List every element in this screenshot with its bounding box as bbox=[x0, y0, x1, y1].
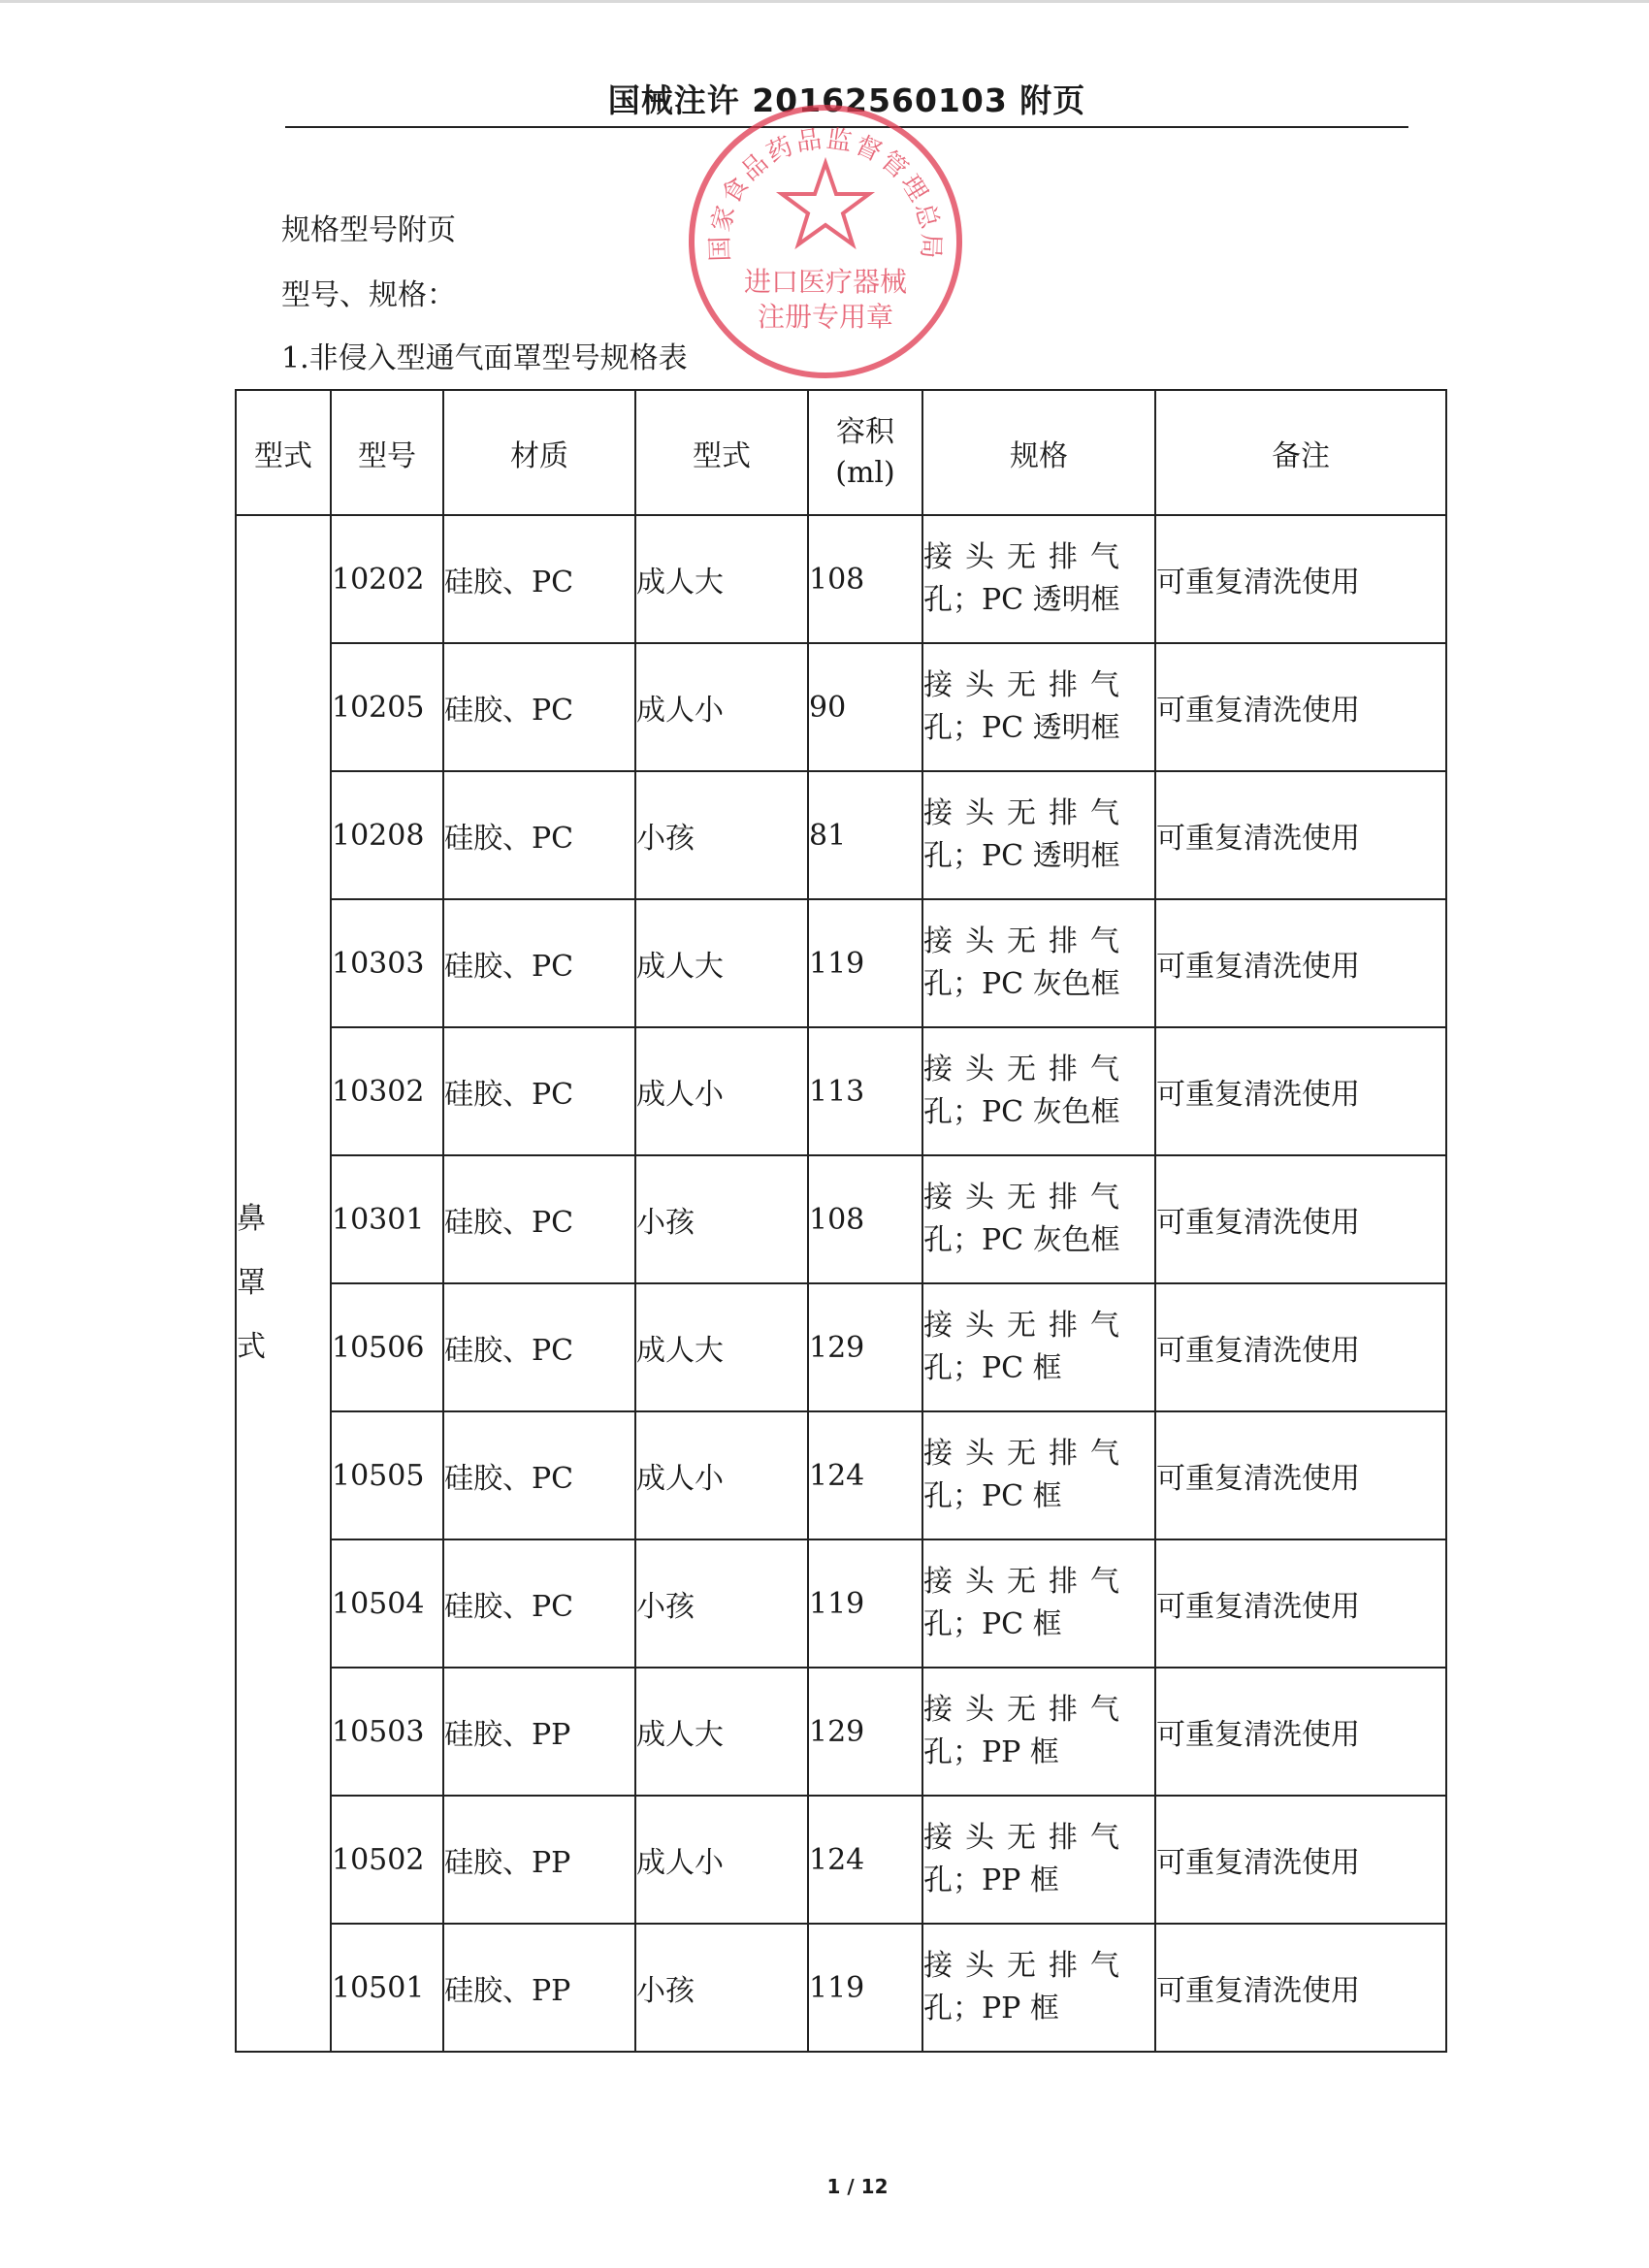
spec-line-2: 孔；PC 灰色框 bbox=[923, 1095, 1120, 1129]
spec-line-1: 接头无排气 bbox=[923, 1309, 1132, 1343]
spec-cell bbox=[922, 1796, 1155, 1924]
model-cell: 10503 bbox=[331, 1668, 443, 1796]
group-label-cell bbox=[236, 515, 331, 2052]
model-cell: 10202 bbox=[331, 515, 443, 643]
spec-cell bbox=[922, 1411, 1155, 1539]
spec-line-1: 接头无排气 bbox=[923, 1181, 1132, 1215]
volume-cell: 119 bbox=[808, 1539, 922, 1668]
spec-line-2: 孔；PC 透明框 bbox=[923, 583, 1120, 617]
spec-line-1: 接头无排气 bbox=[923, 796, 1132, 830]
spec-line-2: 孔；PC 框 bbox=[923, 1607, 1062, 1641]
table-row bbox=[236, 1539, 1446, 1668]
size-cell: 成人大 bbox=[635, 899, 808, 1027]
table-row bbox=[236, 1155, 1446, 1283]
spec-cell bbox=[922, 643, 1155, 771]
spec-cell bbox=[922, 899, 1155, 1027]
volume-cell: 113 bbox=[808, 1027, 922, 1155]
spec-cell bbox=[922, 1924, 1155, 2052]
spec-line-1: 接头无排气 bbox=[923, 1693, 1132, 1727]
material-cell: 硅胶、PP bbox=[443, 1668, 635, 1796]
volume-cell: 129 bbox=[808, 1668, 922, 1796]
header-volume-unit: (ml) bbox=[835, 455, 895, 490]
table-row bbox=[236, 515, 1446, 643]
size-cell: 小孩 bbox=[635, 1924, 808, 2052]
svg-text:注册专用章: 注册专用章 bbox=[757, 301, 894, 333]
header-volume-label: 容积 bbox=[836, 414, 894, 449]
material-cell: 硅胶、PC bbox=[443, 1411, 635, 1539]
size-cell: 成人小 bbox=[635, 643, 808, 771]
material-cell: 硅胶、PP bbox=[443, 1796, 635, 1924]
header-size-type: 型式 bbox=[635, 390, 808, 515]
table-row bbox=[236, 643, 1446, 771]
header-model: 型号 bbox=[331, 390, 443, 515]
header-note: 备注 bbox=[1155, 390, 1446, 515]
volume-cell: 90 bbox=[808, 643, 922, 771]
note-cell: 可重复清洗使用 bbox=[1155, 1411, 1446, 1539]
material-cell: 硅胶、PC bbox=[443, 1027, 635, 1155]
spec-cell bbox=[922, 1155, 1155, 1283]
spec-line-1: 接头无排气 bbox=[923, 1053, 1132, 1086]
size-cell: 成人小 bbox=[635, 1027, 808, 1155]
official-seal bbox=[685, 101, 966, 382]
note-cell: 可重复清洗使用 bbox=[1155, 771, 1446, 899]
spec-line-2: 孔；PC 灰色框 bbox=[923, 1223, 1120, 1257]
header-type: 型式 bbox=[236, 390, 331, 515]
table-row bbox=[236, 1283, 1446, 1411]
svg-text:进口医疗器械: 进口医疗器械 bbox=[743, 266, 908, 298]
spec-line-1: 接头无排气 bbox=[923, 668, 1132, 702]
note-cell: 可重复清洗使用 bbox=[1155, 1283, 1446, 1411]
group-label-char: 式 bbox=[237, 1330, 266, 1364]
note-cell: 可重复清洗使用 bbox=[1155, 1668, 1446, 1796]
spec-line-1: 接头无排气 bbox=[923, 1821, 1132, 1855]
volume-cell: 108 bbox=[808, 1155, 922, 1283]
volume-cell: 129 bbox=[808, 1283, 922, 1411]
spec-line-1: 接头无排气 bbox=[923, 1949, 1132, 1983]
model-cell: 10301 bbox=[331, 1155, 443, 1283]
model-cell: 10506 bbox=[331, 1283, 443, 1411]
spec-cell bbox=[922, 771, 1155, 899]
volume-cell: 124 bbox=[808, 1411, 922, 1539]
model-cell: 10501 bbox=[331, 1924, 443, 2052]
table-caption: 1.非侵入型通气面罩型号规格表 bbox=[281, 341, 688, 375]
table-row bbox=[236, 771, 1446, 899]
spec-table bbox=[235, 389, 1447, 2053]
spec-cell bbox=[922, 515, 1155, 643]
page-number: 1 / 12 bbox=[826, 2175, 889, 2198]
size-cell: 小孩 bbox=[635, 1539, 808, 1668]
note-cell: 可重复清洗使用 bbox=[1155, 1924, 1446, 2052]
material-cell: 硅胶、PC bbox=[443, 899, 635, 1027]
spec-cell bbox=[922, 1539, 1155, 1668]
document-header: 国械注许 20162560103 附页 bbox=[607, 81, 1086, 119]
table-row bbox=[236, 1668, 1446, 1796]
volume-cell: 81 bbox=[808, 771, 922, 899]
note-cell: 可重复清洗使用 bbox=[1155, 899, 1446, 1027]
volume-cell: 124 bbox=[808, 1796, 922, 1924]
table-row bbox=[236, 1027, 1446, 1155]
size-cell: 小孩 bbox=[635, 1155, 808, 1283]
size-cell: 成人小 bbox=[635, 1796, 808, 1924]
spec-line-2: 孔；PC 框 bbox=[923, 1479, 1062, 1513]
material-cell: 硅胶、PC bbox=[443, 643, 635, 771]
spec-line-2: 孔；PP 框 bbox=[923, 1863, 1059, 1897]
spec-line-2: 孔；PP 框 bbox=[923, 1992, 1059, 2025]
table-row bbox=[236, 1411, 1446, 1539]
group-label-char: 鼻 bbox=[237, 1202, 266, 1236]
volume-cell: 119 bbox=[808, 899, 922, 1027]
table-row bbox=[236, 1796, 1446, 1924]
model-cell: 10505 bbox=[331, 1411, 443, 1539]
note-cell: 可重复清洗使用 bbox=[1155, 515, 1446, 643]
volume-cell: 119 bbox=[808, 1924, 922, 2052]
spec-line-2: 孔；PC 透明框 bbox=[923, 711, 1120, 745]
spec-line-1: 接头无排气 bbox=[923, 1437, 1132, 1471]
note-cell: 可重复清洗使用 bbox=[1155, 1155, 1446, 1283]
material-cell: 硅胶、PC bbox=[443, 771, 635, 899]
spec-cell bbox=[922, 1668, 1155, 1796]
size-cell: 成人小 bbox=[635, 1411, 808, 1539]
spec-line-2: 孔；PC 灰色框 bbox=[923, 967, 1120, 1001]
size-cell: 成人大 bbox=[635, 1283, 808, 1411]
note-cell: 可重复清洗使用 bbox=[1155, 1027, 1446, 1155]
model-cell: 10208 bbox=[331, 771, 443, 899]
spec-line-2: 孔；PC 透明框 bbox=[923, 839, 1120, 873]
spec-line-1: 接头无排气 bbox=[923, 1565, 1132, 1599]
model-cell: 10205 bbox=[331, 643, 443, 771]
spec-line-1: 接头无排气 bbox=[923, 924, 1132, 958]
model-cell: 10502 bbox=[331, 1796, 443, 1924]
material-cell: 硅胶、PC bbox=[443, 1539, 635, 1668]
table-row bbox=[236, 899, 1446, 1027]
appendix-title: 规格型号附页 bbox=[281, 213, 456, 247]
spec-line-2: 孔；PC 框 bbox=[923, 1351, 1062, 1385]
spec-line-1: 接头无排气 bbox=[923, 540, 1132, 574]
note-cell: 可重复清洗使用 bbox=[1155, 1539, 1446, 1668]
material-cell: 硅胶、PC bbox=[443, 515, 635, 643]
note-cell: 可重复清洗使用 bbox=[1155, 643, 1446, 771]
size-cell: 成人大 bbox=[635, 515, 808, 643]
model-cell: 10504 bbox=[331, 1539, 443, 1668]
note-cell: 可重复清洗使用 bbox=[1155, 1796, 1446, 1924]
volume-cell: 108 bbox=[808, 515, 922, 643]
material-cell: 硅胶、PC bbox=[443, 1155, 635, 1283]
spec-line-2: 孔；PP 框 bbox=[923, 1735, 1059, 1769]
header-volume bbox=[808, 390, 922, 515]
group-label-char: 罩 bbox=[237, 1266, 266, 1300]
table-header-row bbox=[236, 390, 1446, 515]
model-spec-label: 型号、规格： bbox=[281, 278, 456, 312]
spec-cell bbox=[922, 1283, 1155, 1411]
spec-cell bbox=[922, 1027, 1155, 1155]
size-cell: 小孩 bbox=[635, 771, 808, 899]
header-material: 材质 bbox=[443, 390, 635, 515]
material-cell: 硅胶、PC bbox=[443, 1283, 635, 1411]
table-row bbox=[236, 1924, 1446, 2052]
seal-star-icon bbox=[782, 163, 869, 244]
svg-text:国家食品药品监督管理总局: 国家食品药品监督管理总局 bbox=[705, 124, 946, 262]
header-spec: 规格 bbox=[922, 390, 1155, 515]
material-cell: 硅胶、PP bbox=[443, 1924, 635, 2052]
size-cell: 成人大 bbox=[635, 1668, 808, 1796]
model-cell: 10302 bbox=[331, 1027, 443, 1155]
model-cell: 10303 bbox=[331, 899, 443, 1027]
